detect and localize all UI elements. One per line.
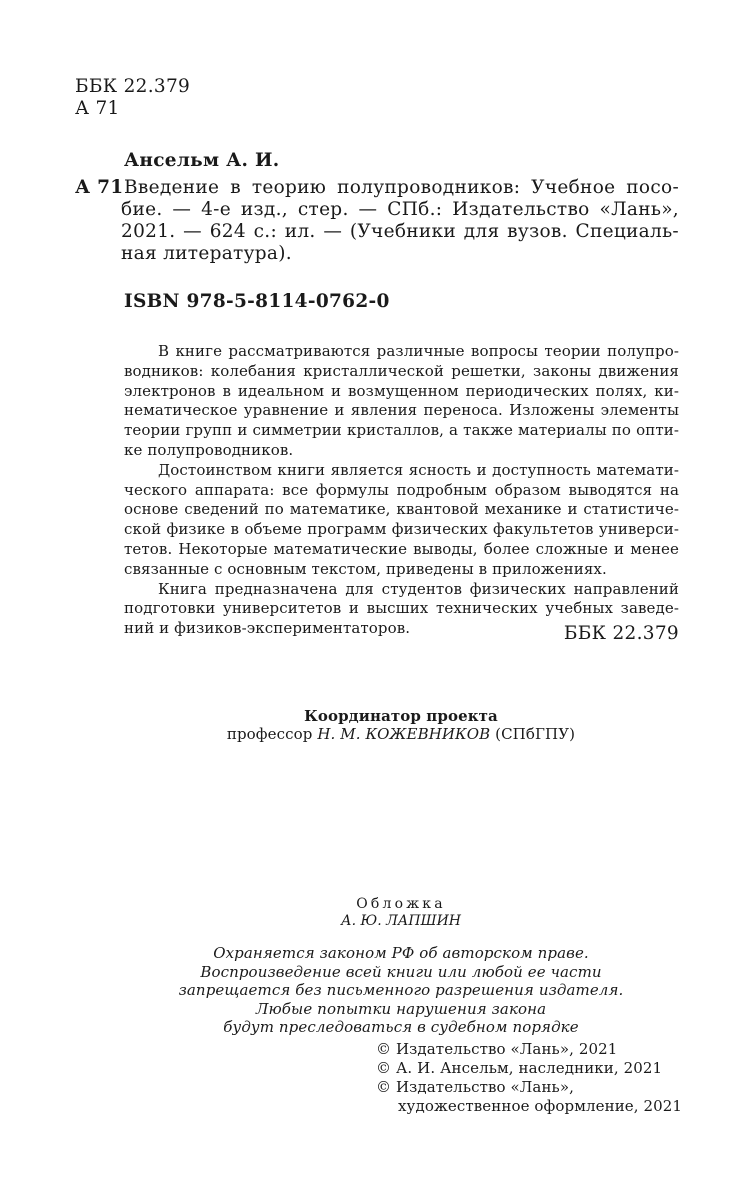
bibliographic-description <box>124 177 679 199</box>
author-name: Ансельм А. И. <box>124 150 280 171</box>
coordinator-name: Н. М. КОЖЕВНИКОВ <box>317 725 491 743</box>
entry-author-mark: А 71 <box>75 177 124 198</box>
abstract-line: подготовки университетов и высших технических учебных заведе- <box>124 599 679 618</box>
author-mark: А 71 <box>75 98 120 119</box>
abstract-line: тетов. Некоторые математические выводы, более сложные и менее <box>124 539 679 558</box>
description-line: 2021. — 624 с.: ил. — (Учебники для вузов. Специаль- <box>121 221 679 242</box>
legal-notice <box>0 944 756 1037</box>
abstract-bbk-code: ББК 22.379 <box>563 623 679 644</box>
abstract-line: ке полупроводников. <box>124 440 294 459</box>
legal-notice-line: Любые попытки нарушения закона <box>255 999 547 1018</box>
copyright-line: © Издательство «Лань», <box>376 1078 574 1096</box>
bibliographic-description-cont <box>121 199 679 265</box>
copyright-line: © А. И. Ансельм, наследники, 2021 <box>376 1059 663 1077</box>
abstract-line: ческого аппарата: все формулы подробным образом выводятся на <box>124 480 679 499</box>
coordinator-line <box>0 725 756 743</box>
cover-artist: А. Ю. ЛАПШИН <box>341 913 461 929</box>
coordinator-prefix: профессор <box>226 725 313 743</box>
isbn: ISBN 978-5-8114-0762-0 <box>124 291 390 312</box>
abstract-line: ской физике в объеме программ физических факультетов универси- <box>124 520 679 539</box>
description-line: бие. — 4-е изд., стер. — СПб.: Издательство «Лань», <box>121 199 679 220</box>
legal-notice-line: Охраняется законом РФ об авторском праве. <box>213 944 589 962</box>
abstract-line: электронов в идеальном и возмущенном периодических полях, ки- <box>124 381 679 400</box>
coordinator-org: (СПбГПУ) <box>495 725 576 743</box>
abstract-line: ний и физиков-экспериментаторов. <box>124 619 411 638</box>
abstract <box>124 342 679 639</box>
abstract-line: основе сведений по математике, квантовой механике и статистиче- <box>124 500 679 519</box>
abstract-line: Достоинством книги является ясность и доступность математи- <box>158 460 679 479</box>
copyright-line: © Издательство «Лань», 2021 <box>376 1040 618 1058</box>
abstract-line: теории групп и симметрии кристаллов, а также материалы по опти- <box>124 421 679 440</box>
bbk-code: ББК 22.379 <box>75 76 191 97</box>
abstract-line: водников: колебания кристаллической решетки, законы движения <box>124 361 679 380</box>
description-line: Введение в теорию полупроводников: Учебное посо- <box>124 177 679 198</box>
legal-notice-line: будут преследоваться в судебном порядке <box>223 1018 579 1036</box>
cover-label: Обложка <box>356 896 446 912</box>
abstract-line: Книга предназначена для студентов физических направлений <box>158 579 679 598</box>
legal-notice-line: Воспроизведение всей книги или любой ее части <box>200 962 602 981</box>
coordinator-title: Координатор проекта <box>304 707 498 725</box>
abstract-line: нематическое уравнение и явления переноса. Изложены элементы <box>124 401 679 420</box>
bbk-header <box>75 76 190 120</box>
legal-notice-line: запрещается без письменного разрешения издателя. <box>178 981 624 999</box>
copyright-line: художественное оформление, 2021 <box>398 1097 683 1115</box>
abstract-line: В книге рассматриваются различные вопросы теории полупро- <box>158 342 679 360</box>
description-line: ная литература). <box>121 243 292 264</box>
abstract-line: связанные с основным текстом, приведены в приложениях. <box>124 559 607 578</box>
copyright-block <box>376 1040 682 1116</box>
